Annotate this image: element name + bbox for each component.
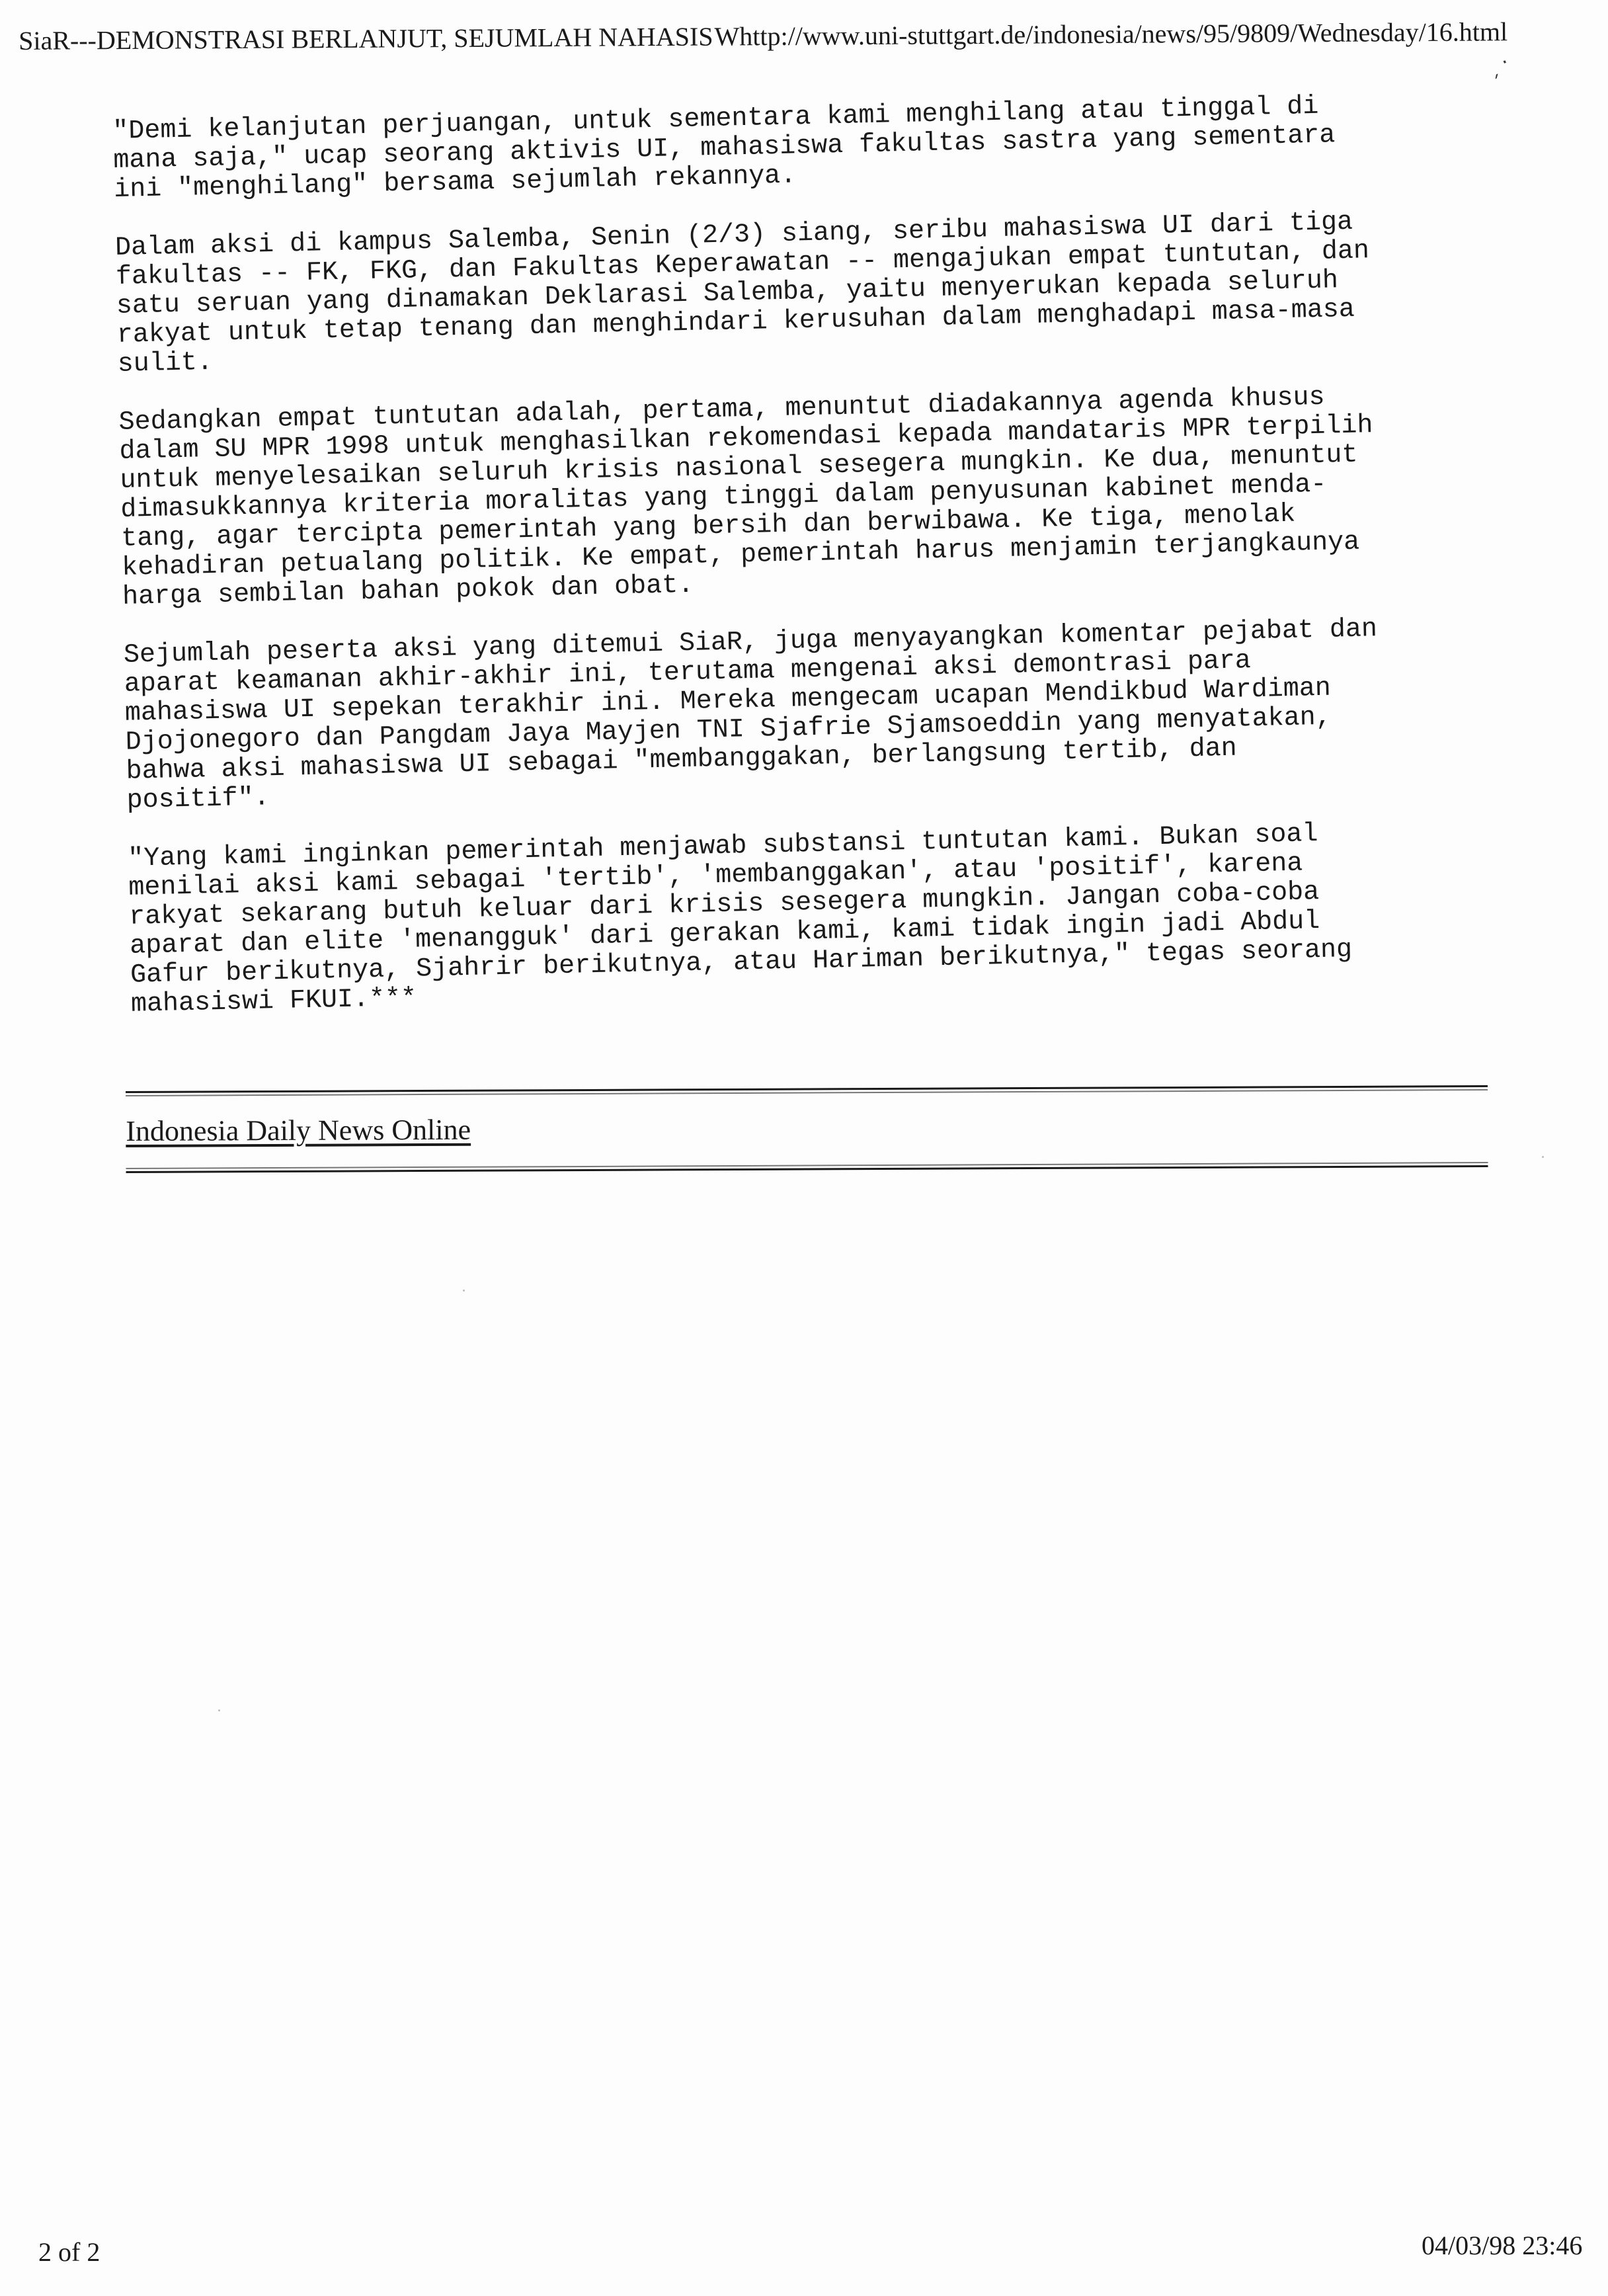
- page-url: Whttp://www.uni-stuttgart.de/indonesia/news/95/9809/Wednesday/16.html: [714, 17, 1508, 52]
- page-title: SiaR---DEMONSTRASI BERLANJUT, SEJUMLAH NAHASIS: [19, 21, 713, 56]
- page-count: 2 of 2: [38, 2237, 100, 2267]
- site-footer: [126, 1085, 1488, 1173]
- site-home-link[interactable]: Indonesia Daily News Online: [126, 1113, 471, 1147]
- footer-divider-top: [126, 1085, 1488, 1096]
- article-paragraph: Dalam aksi di kampus Salemba, Senin (2/3) siang, seribu mahasiswa UI dari tiga fakultas -- FK, FKG, dan Fakultas Keperawatan -- mengajukan empat tuntutan, dan satu seruan yang dinamakan Deklarasi Salemba, yaitu menyerukan kepada seluruh rakyat untuk tetap tenang dan menghindari kerusuhan dalam menghadapi masa-masa sulit.: [114, 207, 1370, 380]
- print-timestamp: 04/03/98 23:46: [1422, 2231, 1583, 2260]
- scan-speck: [1542, 1156, 1544, 1158]
- article-paragraph: Sedangkan empat tuntutan adalah, pertama, menuntut diadakannya agenda khusus dalam SU MPR 1998 untuk menghasilkan rekomendasi kepada mandataris MPR terpilih untuk menyelesaikan seluruh krisis nasional sesegera mungkin. Ke dua, menuntut dimasukkannya kriteria moralitas yang tinggi dalam penyusunan kabinet menda- tang, agar tercipta pemerintah yang bersih dan berwibawa. Ke tiga, menolak kehadiran petualang politik. Ke empat, pemerintah harus menjamin terjangkaunya harga sembilan bahan pokok dan obat.: [118, 382, 1373, 612]
- article-paragraph: "Yang kami inginkan pemerintah menjawab substansi tuntutan kami. Bukan soal menilai aksi kami sebagai 'tertib', 'membanggakan', atau 'positif', karena rakyat sekarang butuh keluar dari krisis sesegera mungkin. Jangan coba-coba aparat dan elite 'menangguk' dari gerakan kami, kami tidak ingin jadi Abdul Gafur berikutnya, Sjahrir berikutnya, atau Hariman berikutnya," tegas seorang mahasiswi FKUI.***: [128, 819, 1353, 1020]
- scan-speck: [218, 1709, 220, 1711]
- scan-artifact-marks: ˏ ·: [1482, 50, 1513, 81]
- print-header: [19, 15, 1592, 57]
- scan-speck: [463, 1290, 465, 1292]
- article-body: [112, 89, 1494, 1049]
- footer-divider-bottom: [126, 1162, 1488, 1173]
- article-paragraph: Sejumlah peserta aksi yang ditemui SiaR, juga menyayangkan komentar pejabat dan aparat keamanan akhir-akhir ini, terutama mengenai aksi demontrasi para mahasiswa UI sepekan terakhir ini. Mereka mengecam ucapan Mendikbud Wardiman Djojonegoro dan Pangdam Jaya Mayjen TNI Sjafrie Sjamsoeddin yang menyatakan, bahwa aksi mahasiswa UI sebagai "membanggakan, berlangsung tertib, dan positif".: [123, 614, 1378, 816]
- article-paragraph: "Demi kelanjutan perjuangan, untuk sementara kami menghilang atau tinggal di mana saja," ucap seorang aktivis UI, mahasiswa fakultas sastra yang sementara ini "menghilang" bersama sejumlah rekannya.: [112, 91, 1336, 205]
